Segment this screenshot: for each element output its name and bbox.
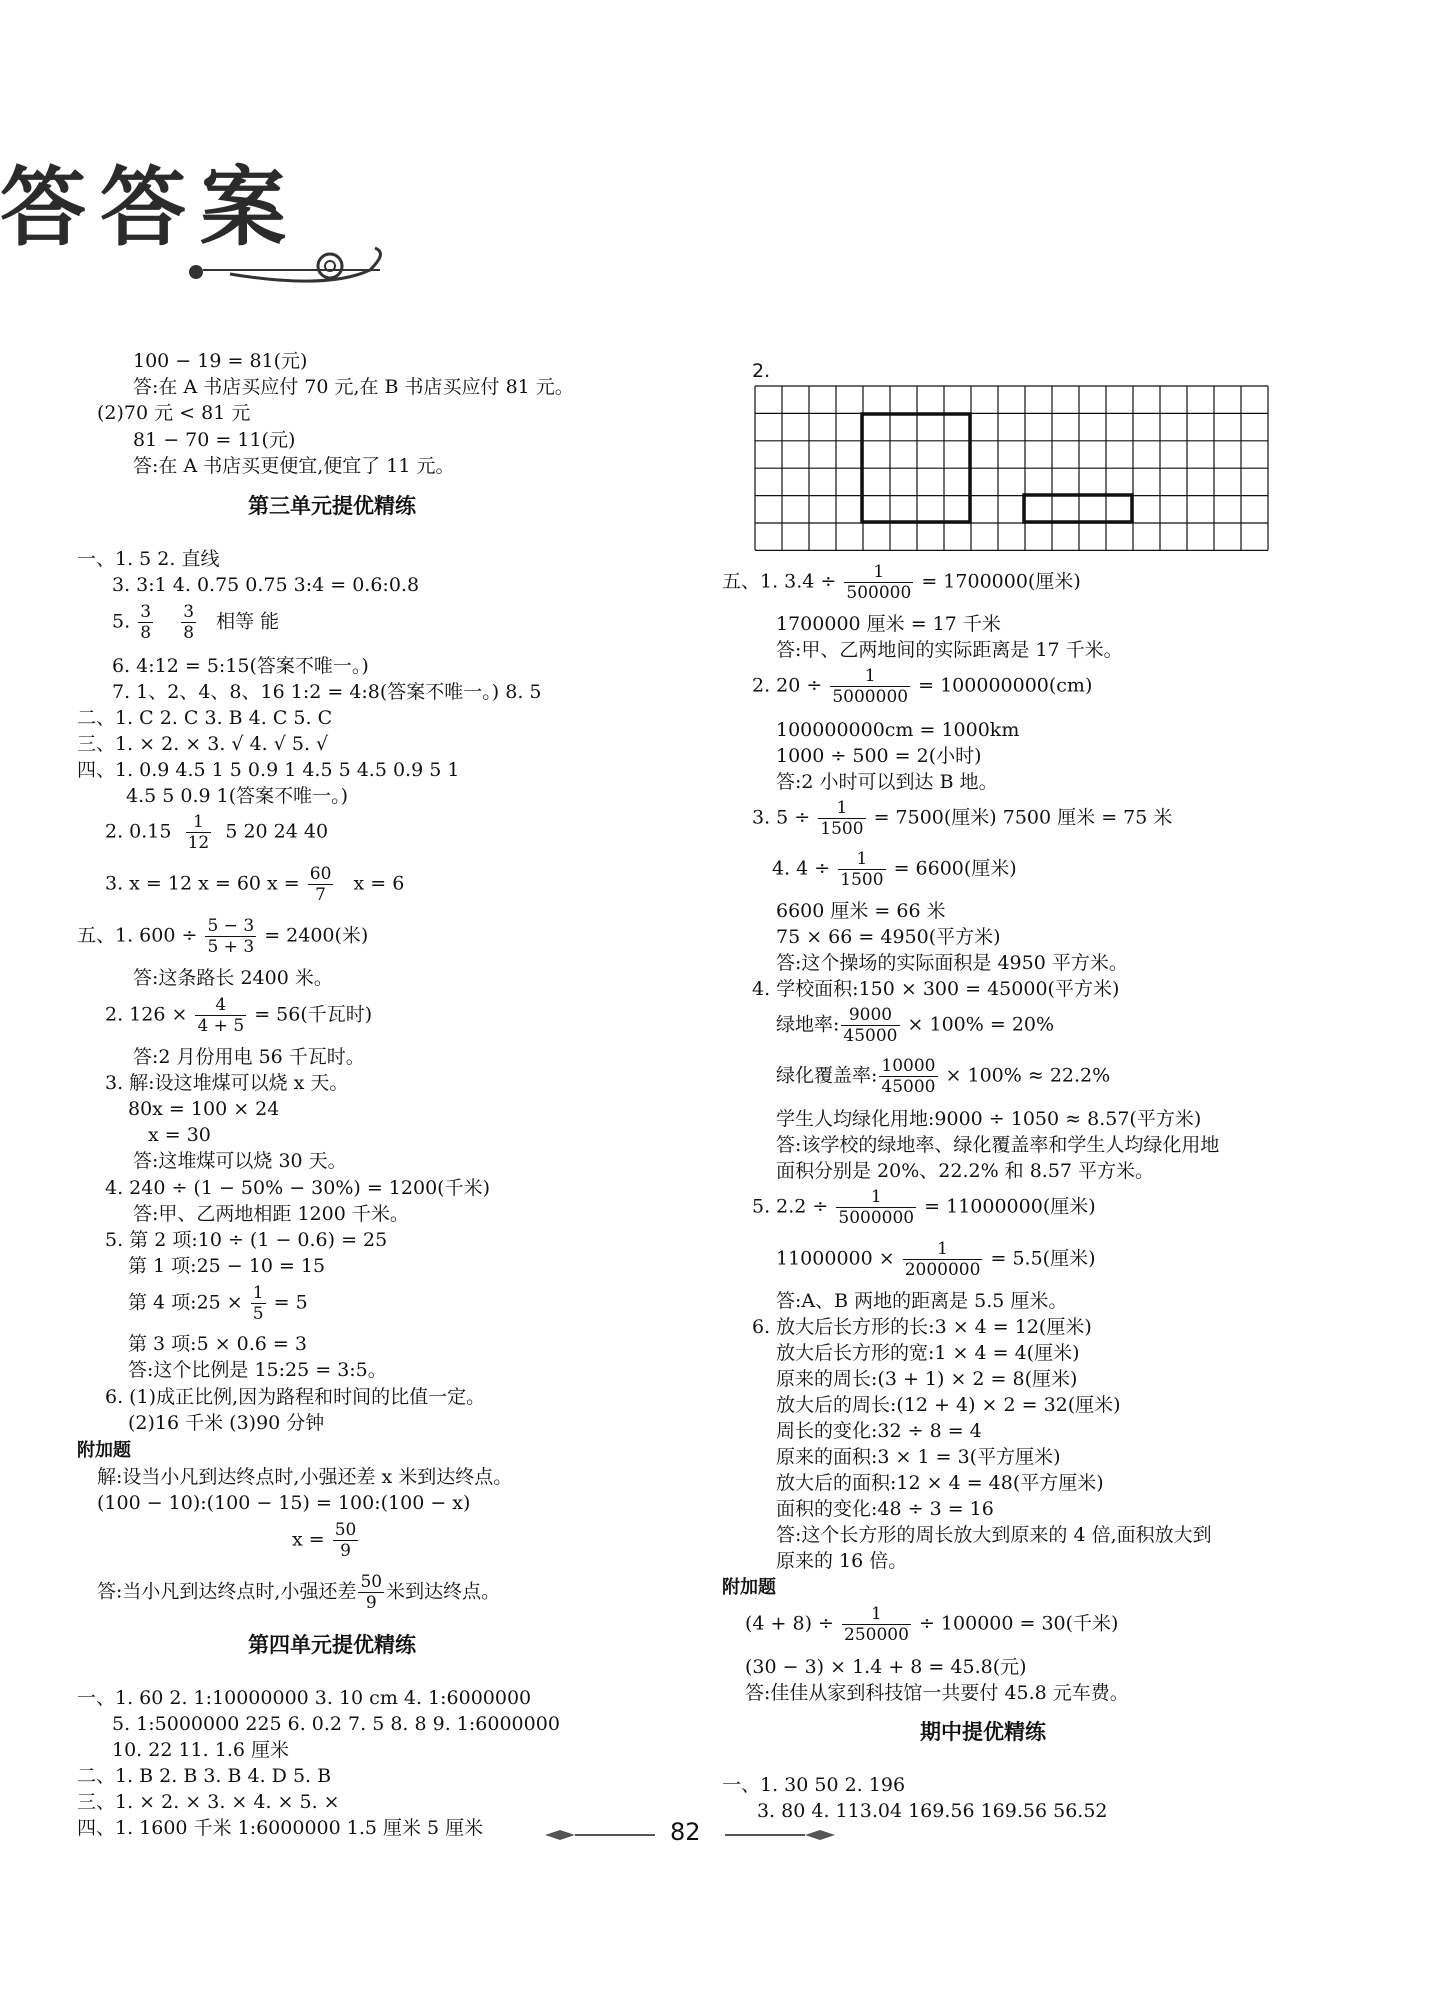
text-line: 三、1. × 2. × 3. √ 4. √ 5. √ xyxy=(77,733,329,755)
text-line: 6. 放大后长方形的长:3 × 4 = 12(厘米) xyxy=(752,1316,1092,1338)
text-segment: = 5 xyxy=(273,1291,308,1314)
text-line: 6. (1)成正比例,因为路程和时间的比值一定。 xyxy=(105,1386,486,1408)
fraction-line xyxy=(105,864,404,905)
fraction-line xyxy=(776,1239,1096,1280)
text-segment: 4. 4 ÷ xyxy=(772,857,831,880)
text-segment: = 5.5(厘米) xyxy=(990,1247,1096,1270)
numerator: 1 xyxy=(903,1239,983,1260)
text-line: 周长的变化:32 ÷ 8 = 4 xyxy=(776,1420,982,1442)
text-line: 答:在 A 书店买更便宜,便宜了 11 元。 xyxy=(133,455,455,477)
square-grid-drawing xyxy=(754,385,1270,555)
fraction xyxy=(181,602,196,643)
text-line: (30 − 3) × 1.4 + 8 = 45.8(元) xyxy=(745,1656,1027,1678)
fraction-line xyxy=(105,812,328,853)
text-line: 答:该学校的绿地率、绿化覆盖率和学生人均绿化用地 xyxy=(776,1134,1220,1156)
text-line: 一、1. 5 2. 直线 xyxy=(77,548,220,570)
fraction-line xyxy=(77,916,368,957)
text-segment: = 6600(厘米) xyxy=(893,857,1017,880)
text-line: 答:这条路长 2400 米。 xyxy=(133,967,333,989)
fraction-line xyxy=(105,995,372,1036)
text-segment: 相等 能 xyxy=(216,610,280,633)
numerator: 50 xyxy=(334,1520,357,1540)
text-segment: 绿地率: xyxy=(776,1013,840,1036)
denominator: 4 + 5 xyxy=(197,1016,245,1036)
text-line: 面积分别是 20%、22.2% 和 8.57 平方米。 xyxy=(776,1160,1155,1182)
text-line: 二、1. B 2. B 3. B 4. D 5. B xyxy=(77,1765,332,1787)
text-segment: 2. 20 ÷ xyxy=(752,674,823,697)
text-line: (2)70 元 < 81 元 xyxy=(97,402,251,424)
text-segment: x = xyxy=(292,1528,325,1551)
text-segment: x = 6 xyxy=(353,872,405,895)
text-line: 一、1. 30 50 2. 196 xyxy=(722,1774,906,1796)
page-title: 答答案 xyxy=(0,158,300,258)
text-line: 10. 22 11. 1.6 厘米 xyxy=(112,1739,289,1761)
denominator: 250000 xyxy=(844,1625,909,1645)
text-line: 81 − 70 = 11(元) xyxy=(133,429,296,451)
fraction xyxy=(903,1239,983,1280)
fraction xyxy=(205,916,256,957)
text-line: 原来的面积:3 × 1 = 3(平方厘米) xyxy=(776,1446,1061,1468)
text-line: 答:甲、乙两地相距 1200 千米。 xyxy=(133,1203,409,1225)
text-segment: (4 + 8) ÷ xyxy=(745,1612,834,1635)
section-title-unit4: 第四单元提优精练 xyxy=(248,1633,416,1657)
numerator: 60 xyxy=(309,864,332,884)
fraction xyxy=(818,798,865,839)
numerator: 1 xyxy=(844,562,913,583)
numerator: 1 xyxy=(186,812,212,833)
text-line: 80x = 100 × 24 xyxy=(128,1098,280,1120)
text-segment: = 100000000(cm) xyxy=(918,674,1093,697)
fraction-line xyxy=(752,1187,1096,1228)
fraction-line xyxy=(776,1056,1110,1097)
denominator: 500000 xyxy=(846,583,912,603)
fraction-line xyxy=(752,666,1092,707)
text-line: 4.5 5 0.9 1(答案不唯一。) xyxy=(126,785,349,807)
numerator: 9000 xyxy=(841,1005,899,1026)
fraction-line xyxy=(752,798,1172,839)
section-title-unit3: 第三单元提优精练 xyxy=(248,494,416,518)
page-number: 82 xyxy=(670,1818,701,1846)
text-line: 二、1. C 2. C 3. B 4. C 5. C xyxy=(77,707,333,729)
fraction xyxy=(186,812,212,853)
fraction-line xyxy=(722,562,1081,603)
fraction-line xyxy=(292,1520,360,1561)
text-line: 5. 第 2 项:10 ÷ (1 − 0.6) = 25 xyxy=(105,1229,388,1251)
text-line: 答:在 A 书店买应付 70 元,在 B 书店买应付 81 元。 xyxy=(133,376,574,398)
numerator: 1 xyxy=(838,849,885,870)
text-segment: 第 4 项:25 × xyxy=(128,1291,243,1314)
fraction xyxy=(841,1005,899,1046)
text-line: 7. 1、2、4、8、16 1:2 = 4:8(答案不唯一。) 8. 5 xyxy=(112,681,542,703)
text-line: 6600 厘米 = 66 米 xyxy=(776,900,946,922)
text-segment: 5. 2.2 ÷ xyxy=(752,1195,829,1218)
text-line: 面积的变化:48 ÷ 3 = 16 xyxy=(776,1498,994,1520)
text-segment: 3. 5 ÷ xyxy=(752,806,811,829)
text-line: 6. 4:12 = 5:15(答案不唯一。) xyxy=(112,655,369,677)
text-line: 四、1. 0.9 4.5 1 5 0.9 1 4.5 5 4.5 0.9 5 1 xyxy=(77,759,460,781)
title-ornament xyxy=(170,240,390,300)
text-segment: = 7500(厘米) 7500 厘米 = 75 米 xyxy=(873,806,1173,829)
fraction-line xyxy=(745,1604,1118,1645)
fraction-line xyxy=(128,1283,308,1324)
fraction xyxy=(844,562,913,603)
fraction-line xyxy=(776,1005,1054,1046)
text-segment: × 100% ≈ 22.2% xyxy=(945,1064,1111,1087)
fraction xyxy=(251,1283,266,1324)
text-line: 第 3 项:5 × 0.6 = 3 xyxy=(128,1333,307,1355)
text-line: 答:佳佳从家到科技馆一共要付 45.8 元车费。 xyxy=(745,1682,1129,1704)
fraction xyxy=(358,1572,384,1613)
text-segment: 5 20 24 40 xyxy=(225,820,329,843)
text-line: 3. 80 4. 113.04 169.56 169.56 56.52 xyxy=(757,1800,1108,1822)
text-line: 4. 学校面积:150 × 300 = 45000(平方米) xyxy=(752,978,1120,1000)
numerator: 3 xyxy=(140,602,152,622)
fraction xyxy=(138,602,153,643)
text-segment: = 2400(米) xyxy=(264,924,369,947)
numerator: 3 xyxy=(183,602,195,622)
fraction-line xyxy=(112,602,279,643)
numerator: 1 xyxy=(252,1283,264,1303)
denominator: 45000 xyxy=(881,1077,936,1097)
numerator: 1 xyxy=(842,1604,911,1625)
text-line: 答:这个操场的实际面积是 4950 平方米。 xyxy=(776,952,1128,974)
text-segment: = 1700000(厘米) xyxy=(921,570,1081,593)
denominator: 8 xyxy=(140,623,152,643)
fraction-line xyxy=(97,1572,500,1613)
text-segment: 11000000 × xyxy=(776,1247,895,1270)
text-line: 3. 3:1 4. 0.75 0.75 3:4 = 0.6:0.8 xyxy=(112,574,420,596)
text-line: 放大后的面积:12 × 4 = 48(平方厘米) xyxy=(776,1472,1104,1494)
text-line: 一、1. 60 2. 1:10000000 3. 10 cm 4. 1:6000000 xyxy=(77,1687,532,1709)
text-segment: = 11000000(厘米) xyxy=(924,1195,1096,1218)
numerator: 10000 xyxy=(881,1056,936,1076)
text-line: 100 − 19 = 81(元) xyxy=(133,350,308,372)
fraction xyxy=(195,995,246,1036)
fraction xyxy=(836,1187,916,1228)
text-line: (100 − 10):(100 − 15) = 100:(100 − x) xyxy=(97,1492,471,1514)
text-line: 答:甲、乙两地间的实际距离是 17 千米。 xyxy=(776,639,1123,661)
fraction xyxy=(308,864,334,905)
fraction xyxy=(838,849,885,890)
denominator: 9 xyxy=(340,1541,351,1561)
extra-heading: 附加题 xyxy=(77,1440,131,1461)
text-line: 学生人均绿化用地:9000 ÷ 1050 ≈ 8.57(平方米) xyxy=(776,1108,1202,1130)
text-line: 第 1 项:25 − 10 = 15 xyxy=(128,1255,326,1277)
text-segment: 答:当小凡到达终点时,小强还差 xyxy=(97,1580,357,1603)
denominator: 5000000 xyxy=(838,1208,915,1228)
denominator: 5 xyxy=(252,1304,264,1324)
text-line: 4. 240 ÷ (1 − 50% − 30%) = 1200(千米) xyxy=(105,1177,490,1199)
text-segment: 米到达终点。 xyxy=(386,1580,501,1603)
numerator: 4 xyxy=(195,995,246,1016)
numerator: 1 xyxy=(836,1187,916,1208)
denominator: 8 xyxy=(183,623,195,643)
text-line: 原来的周长:(3 + 1) × 2 = 8(厘米) xyxy=(776,1368,1078,1390)
grid-label: 2. xyxy=(752,360,771,382)
text-segment: = 56(千瓦时) xyxy=(254,1003,373,1026)
extra-heading: 附加题 xyxy=(722,1577,776,1598)
text-segment: 2. 0.15 xyxy=(105,820,172,843)
text-segment: 3. x = 12 x = 60 x = xyxy=(105,872,300,895)
numerator: 50 xyxy=(360,1572,383,1592)
fraction xyxy=(879,1056,937,1097)
fraction xyxy=(830,666,910,707)
text-segment: ÷ 100000 = 30(千米) xyxy=(918,1612,1119,1635)
denominator: 5 + 3 xyxy=(207,937,255,957)
text-segment: 五、1. 3.4 ÷ xyxy=(722,570,837,593)
text-line: 100000000cm = 1000km xyxy=(776,719,1020,741)
text-line: 3. 解:设这堆煤可以烧 x 天。 xyxy=(105,1072,349,1094)
text-line: 三、1. × 2. × 3. × 4. × 5. × xyxy=(77,1791,340,1813)
text-line: 1000 ÷ 500 = 2(小时) xyxy=(776,745,982,767)
text-segment: × 100% = 20% xyxy=(907,1013,1055,1036)
denominator: 7 xyxy=(315,885,326,905)
text-line: 答:这个长方形的周长放大到原来的 4 倍,面积放大到 xyxy=(776,1524,1212,1546)
numerator: 1 xyxy=(830,666,910,687)
text-line: 5. 1:5000000 225 6. 0.2 7. 5 8. 8 9. 1:6000000 xyxy=(112,1713,560,1735)
text-line: 四、1. 1600 千米 1:6000000 1.5 厘米 5 厘米 xyxy=(77,1817,484,1839)
denominator: 12 xyxy=(187,833,210,853)
text-line: 放大后的周长:(12 + 4) × 2 = 32(厘米) xyxy=(776,1394,1121,1416)
denominator: 5000000 xyxy=(832,687,909,707)
text-line: 答:2 月份用电 56 千瓦时。 xyxy=(133,1046,365,1068)
denominator: 2000000 xyxy=(904,1260,981,1280)
text-segment: 绿化覆盖率: xyxy=(776,1064,878,1087)
text-line: 答:这堆煤可以烧 30 天。 xyxy=(133,1150,347,1172)
text-line: 解:设当小凡到达终点时,小强还差 x 米到达终点。 xyxy=(97,1466,513,1488)
text-line: 答:A、B 两地的距离是 5.5 厘米。 xyxy=(776,1290,1068,1312)
text-line: (2)16 千米 (3)90 分钟 xyxy=(128,1412,325,1434)
denominator: 45000 xyxy=(843,1026,898,1046)
denominator: 1500 xyxy=(820,819,864,839)
denominator: 9 xyxy=(365,1593,377,1613)
text-line: 答:这个比例是 15:25 = 3:5。 xyxy=(128,1359,387,1381)
text-line: 75 × 66 = 4950(平方米) xyxy=(776,926,1001,948)
numerator: 1 xyxy=(818,798,865,819)
text-segment: 2. 126 × xyxy=(105,1003,188,1026)
footer-ornament xyxy=(0,1820,1438,1850)
fraction-line xyxy=(772,849,1017,890)
text-segment: 五、1. 600 ÷ xyxy=(77,924,198,947)
text-line: 1700000 厘米 = 17 千米 xyxy=(776,613,1001,635)
text-segment: 5. xyxy=(112,610,131,633)
section-title-midterm: 期中提优精练 xyxy=(920,1720,1046,1744)
text-line: 放大后长方形的宽:1 × 4 = 4(厘米) xyxy=(776,1342,1080,1364)
text-line: x = 30 xyxy=(148,1124,211,1146)
numerator: 5 − 3 xyxy=(207,916,255,936)
text-line: 原来的 16 倍。 xyxy=(776,1550,908,1572)
denominator: 1500 xyxy=(840,870,884,890)
fraction xyxy=(842,1604,911,1645)
fraction xyxy=(333,1520,359,1561)
text-line: 答:2 小时可以到达 B 地。 xyxy=(776,771,998,793)
